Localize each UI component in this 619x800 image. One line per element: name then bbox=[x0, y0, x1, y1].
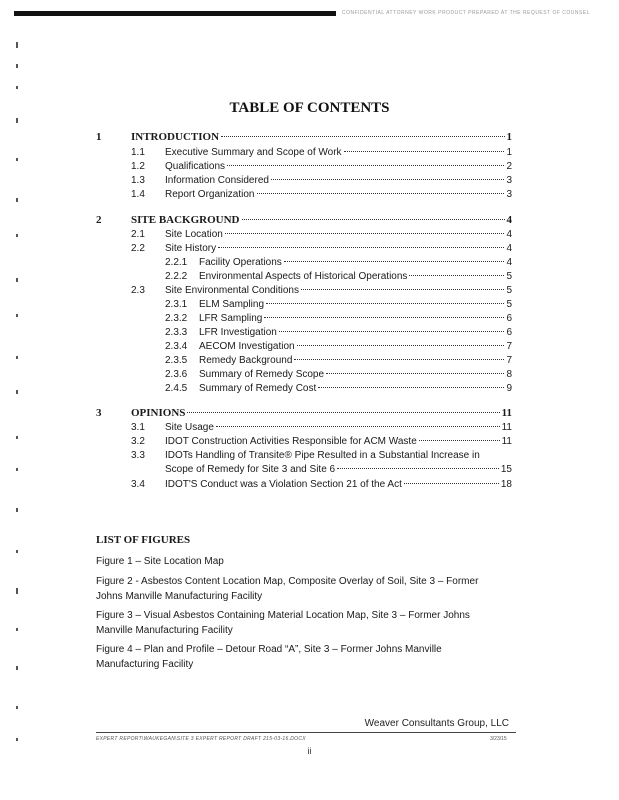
toc-entry[interactable]: 1 INTRODUCTION 1 bbox=[96, 131, 512, 143]
toc-entry[interactable]: 2.3.3 LFR Investigation 6 bbox=[165, 327, 512, 338]
figure-entry[interactable]: Figure 3 – Visual Asbestos Containing Material Location Map, Site 3 – Former Johns Manville Manufacturing Facility bbox=[96, 610, 470, 636]
toc-entry[interactable]: 2.3.6 Summary of Remedy Scope 8 bbox=[165, 369, 512, 380]
toc-entry[interactable]: 1.1 Executive Summary and Scope of Work 1 bbox=[131, 147, 512, 158]
toc-entry-continuation[interactable]: Scope of Remedy for Site 3 and Site 6 15 bbox=[165, 464, 512, 475]
figure-entry[interactable]: Figure 2 - Asbestos Content Location Map, Composite Overlay of Soil, Site 3 – Former Johns Manville Manufacturing Facility bbox=[96, 576, 479, 602]
toc-entry[interactable]: 1.3 Information Considered 3 bbox=[131, 175, 512, 186]
toc-entry[interactable]: 3 OPINIONS 11 bbox=[96, 407, 512, 419]
footer-rule bbox=[96, 732, 516, 733]
toc-entry[interactable]: 2.4.5 Summary of Remedy Cost 9 bbox=[165, 383, 512, 394]
figure-entry[interactable]: Figure 4 – Plan and Profile – Detour Road “A”, Site 3 – Former Johns Manville Manufacturing Facility bbox=[96, 644, 442, 670]
toc-entry[interactable]: 2.3.2 LFR Sampling 6 bbox=[165, 313, 512, 324]
list-of-figures-heading: LIST OF FIGURES bbox=[96, 534, 191, 546]
footer-date: 3/23/15 bbox=[490, 736, 507, 742]
toc-entry[interactable]: 2.2.1 Facility Operations 4 bbox=[165, 257, 512, 268]
header-note: CONFIDENTIAL ATTORNEY WORK PRODUCT PREPARED AT THE REQUEST OF COUNSEL bbox=[342, 10, 590, 16]
toc-entry[interactable]: 3.1 Site Usage 11 bbox=[131, 422, 512, 433]
toc-entry[interactable]: 2.3.4 AECOM Investigation 7 bbox=[165, 341, 512, 352]
toc-entry[interactable]: 3.4 IDOT'S Conduct was a Violation Section 21 of the Act 18 bbox=[131, 479, 512, 490]
page-title: TABLE OF CONTENTS bbox=[229, 100, 390, 116]
footer-company: Weaver Consultants Group, LLC bbox=[364, 718, 509, 729]
toc-entry[interactable]: 2 SITE BACKGROUND 4 bbox=[96, 214, 512, 226]
toc-entry[interactable]: 2.3 Site Environmental Conditions 5 bbox=[131, 285, 512, 296]
page-number: ii bbox=[307, 746, 312, 756]
toc-entry[interactable]: 1.2 Qualifications 2 bbox=[131, 161, 512, 172]
table-of-contents: 1 INTRODUCTION 1 1.1 Executive Summary and Scope of Work 1 1.2 Qualifications 2 1.3 Information Considered 3 1.4 Report Organization 3 2 SITE BACKGROUND 4 2.1 Site Location 4 2.2 Site History 4 2.2.1 Facility Operations 4 2.2.2 Environmental Aspects of Historical Operations 5 2.3 Site Environmental Conditions 5 2.3.1 ELM Sampling 5 2.3.2 LFR Sampling 6 2.3.3 LFR Investigation 6 2.3.4 AECOM Investigation 7 2.3.5 Remedy Background 7 2.3.6 Summary of Remedy Scope 8 2.4.5 Summary of Remedy Cost 9 3 OPINIONS 11 3.1 Site Usage 11 3.2 IDOT Construction Activities Responsible for ACM Waste 11 3.3 IDOTs Handling of Transite® Pipe Resulted in a Substantial Increase in Scope of Remedy for Site 3 and Site 6 15 3.4 IDOT'S Conduct was a Violation Section 21 of the Act 18 bbox=[96, 131, 512, 490]
toc-entry[interactable]: 2.1 Site Location 4 bbox=[131, 229, 512, 240]
toc-entry[interactable]: 2.3.1 ELM Sampling 5 bbox=[165, 299, 512, 310]
toc-entry[interactable]: 2.2 Site History 4 bbox=[131, 243, 512, 254]
toc-entry[interactable]: 3.2 IDOT Construction Activities Responsible for ACM Waste 11 bbox=[131, 436, 512, 447]
figure-entry[interactable]: Figure 1 – Site Location Map bbox=[96, 556, 224, 567]
toc-entry[interactable]: 1.4 Report Organization 3 bbox=[131, 189, 512, 200]
toc-entry[interactable]: 2.2.2 Environmental Aspects of Historical Operations 5 bbox=[165, 271, 512, 282]
footer-file-path: EXPERT REPORT\WAUKEGAN\SITE 3 EXPERT REPORT DRAFT 215-03-16.DOCX bbox=[96, 736, 306, 742]
toc-entry[interactable]: 2.3.5 Remedy Background 7 bbox=[165, 355, 512, 366]
